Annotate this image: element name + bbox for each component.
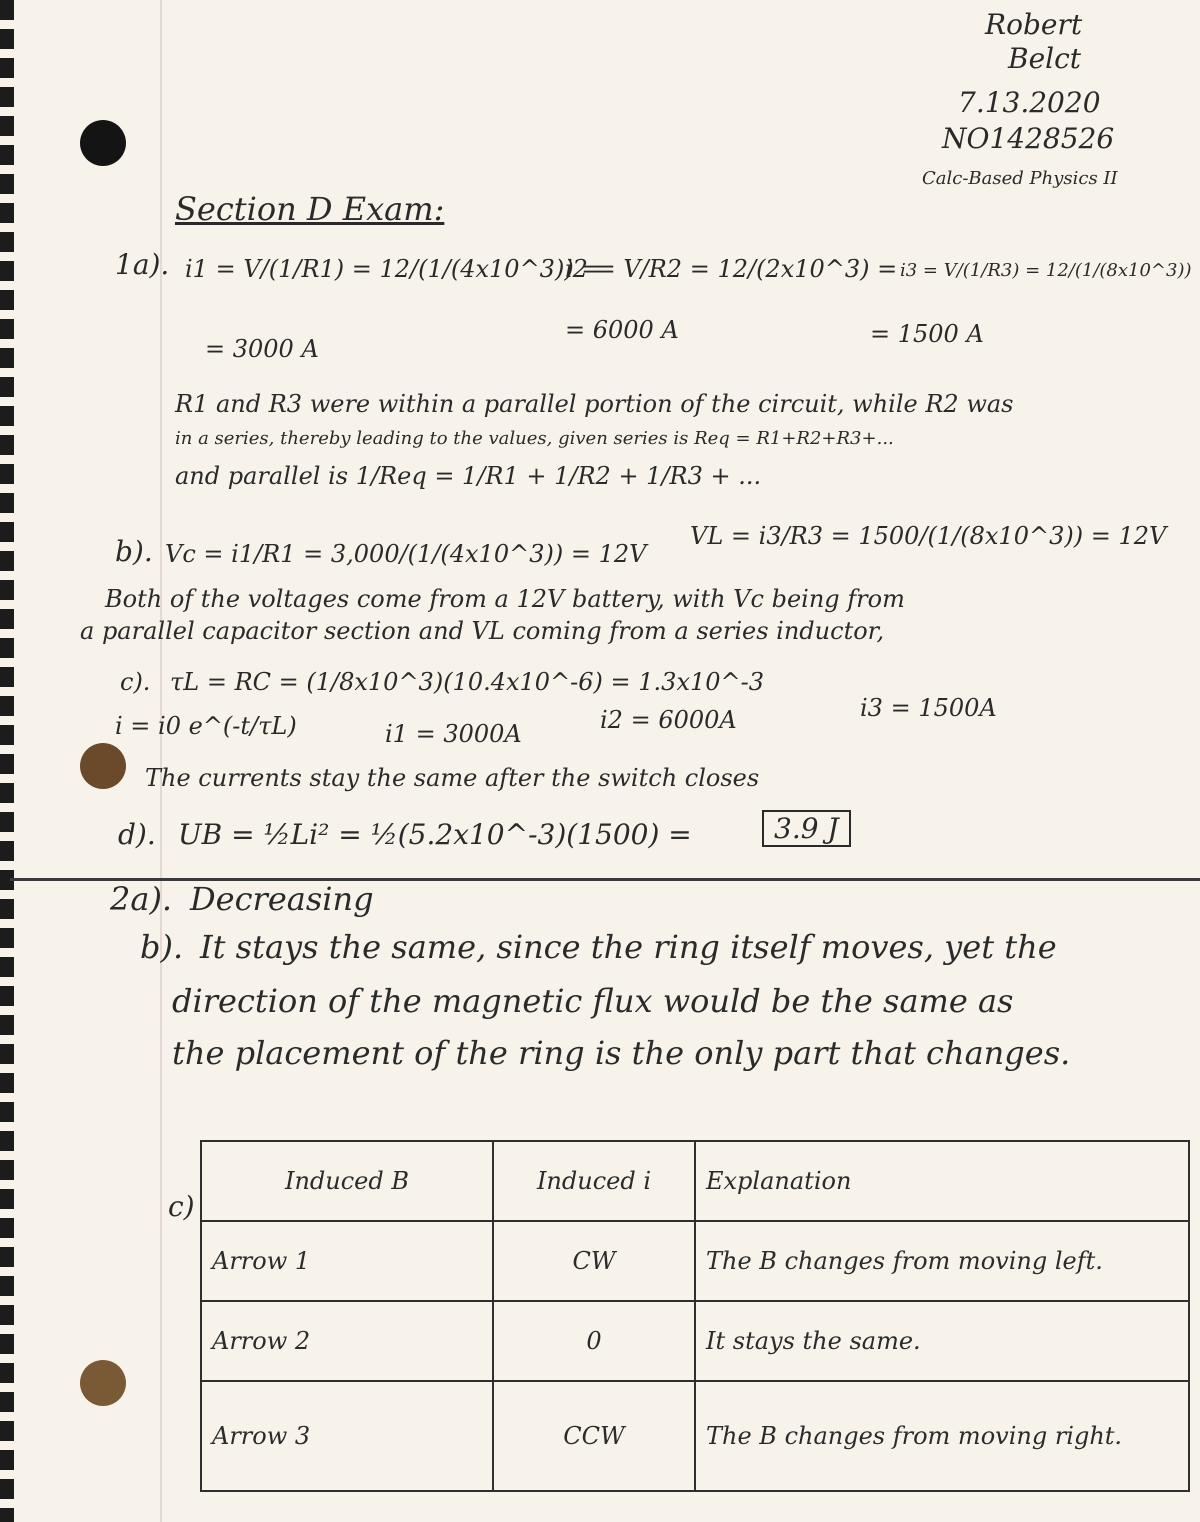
table-cell: Arrow 3 (201, 1381, 493, 1491)
q1a-i3-result: = 1500 A (870, 320, 984, 348)
q1a-explanation-line: R1 and R3 were within a parallel portion of the circuit, while R2 was (175, 390, 1014, 418)
table-cell: Arrow 2 (201, 1301, 493, 1381)
table-cell: CW (493, 1221, 695, 1301)
student-name-last: Belct (1008, 42, 1082, 75)
punch-hole (80, 120, 126, 166)
table-cell: 0 (493, 1301, 695, 1381)
q1c-decay-equation: i = i0 e^(-t/τL) (115, 712, 297, 740)
q1a-i2-result: = 6000 A (565, 316, 679, 344)
student-name-first: Robert (985, 8, 1083, 41)
q2a-answer: Decreasing (190, 880, 374, 918)
table-cell: CCW (493, 1381, 695, 1491)
q2b-explanation-line: direction of the magnetic flux would be the same as (172, 982, 1014, 1020)
exam-date: 7.13.2020 (958, 86, 1101, 119)
q1d-answer-box: 3.9 J (762, 810, 851, 847)
q1d-equation: UB = ½Li² = ½(5.2x10^-3)(1500) = (178, 818, 692, 851)
q1a-i3-equation: i3 = V/(1/R3) = 12/(1/(8x10^3)) (900, 260, 1192, 281)
q1b-vc-equation: Vc = i1/R1 = 3,000/(1/(4x10^3)) = 12V (165, 540, 647, 568)
table-row (201, 1381, 1189, 1491)
q1a-i2-equation: i2 = V/R2 = 12/(2x10^3) = (565, 255, 898, 283)
table-cell: Arrow 1 (201, 1221, 493, 1301)
induced-current-table (200, 1140, 1190, 1492)
table-cell: It stays the same. (695, 1301, 1189, 1381)
q1a-explanation-line: and parallel is 1/Req = 1/R1 + 1/R2 + 1/R3 + ... (175, 462, 762, 490)
table-row (201, 1301, 1189, 1381)
q1b-vl-equation: VL = i3/R3 = 1500/(1/(8x10^3)) = 12V (690, 522, 1167, 550)
q2c-label: c) (168, 1190, 195, 1223)
table-cell: The B changes from moving left. (695, 1221, 1189, 1301)
q1c-explanation: The currents stay the same after the switch closes (145, 764, 760, 792)
q1c-label: c). (120, 668, 151, 696)
q1c-i2-value: i2 = 6000A (600, 706, 737, 734)
q2b-explanation-line: It stays the same, since the ring itself moves, yet the (200, 928, 1057, 966)
table-row (201, 1221, 1189, 1301)
q1c-tau-equation: τL = RC = (1/8x10^3)(10.4x10^-6) = 1.3x10^-3 (170, 668, 765, 696)
punch-hole (80, 743, 126, 789)
spiral-binding (0, 0, 14, 1522)
q2b-label: b). (140, 928, 184, 966)
table-cell: The B changes from moving right. (695, 1381, 1189, 1491)
table-header-row (201, 1141, 1189, 1221)
section-divider (10, 878, 1200, 881)
q2a-label: 2a). (110, 880, 173, 918)
table-header-cell: Explanation (695, 1141, 1189, 1221)
q1b-explanation-line: a parallel capacitor section and VL coming from a series inductor, (80, 617, 885, 645)
student-id: NO1428526 (942, 122, 1115, 155)
table-header-cell: Induced i (493, 1141, 695, 1221)
q1c-i3-value: i3 = 1500A (860, 694, 997, 722)
q2b-explanation-line: the placement of the ring is the only part that changes. (172, 1034, 1071, 1072)
q1a-explanation-line: in a series, thereby leading to the values, given series is Req = R1+R2+R3+... (175, 428, 894, 449)
q1b-explanation-line: Both of the voltages come from a 12V battery, with Vc being from (105, 585, 905, 613)
q1d-label: d). (118, 818, 156, 851)
q1a-i1-equation: i1 = V/(1/R1) = 12/(1/(4x10^3)) = (185, 255, 602, 283)
q1b-label: b). (115, 535, 153, 568)
q1a-label: 1a). (115, 248, 170, 281)
table-header-cell: Induced B (201, 1141, 493, 1221)
punch-hole (80, 1360, 126, 1406)
q1c-i1-value: i1 = 3000A (385, 720, 522, 748)
course-name: Calc-Based Physics II (922, 168, 1118, 189)
page-title: Section D Exam: (175, 190, 445, 228)
margin-line (160, 0, 162, 1522)
q1a-i1-result: = 3000 A (205, 335, 319, 363)
